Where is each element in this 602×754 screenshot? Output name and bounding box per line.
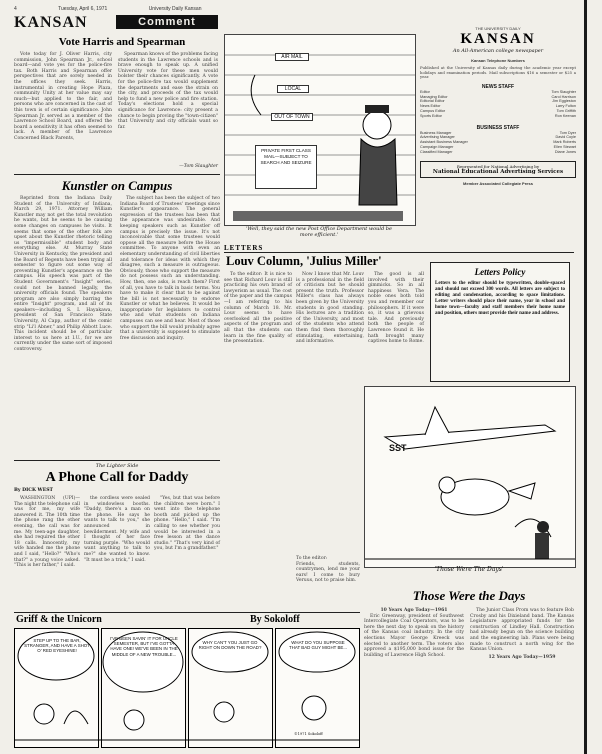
letters-policy-title: Letters Policy bbox=[474, 267, 526, 277]
cartoon-caption bbox=[224, 226, 414, 238]
phone-col-1 bbox=[14, 496, 80, 606]
phone-col-2 bbox=[84, 496, 150, 606]
twtd-col-2-text: The Junior Class Prom was to feature Bob Crosby and his Dixieland band. The Kansas Legislature appropriated funds for the construction of Lindley Hall. Construction had already begun on the science building and the engineering lab. Plans were being made to construct a north wing for the Kansas Union. bbox=[470, 608, 574, 653]
masthead-phone-line: Kansan Telephone Numbers bbox=[471, 58, 525, 63]
national-rep-line-1: Represented for National Advertising by bbox=[456, 163, 540, 169]
to-editor-block bbox=[296, 556, 360, 584]
news-staff-title: Managing Editor bbox=[420, 94, 448, 99]
sign-out-of-town: OUT OF TOWN bbox=[271, 113, 313, 121]
masthead-title: KANSAN bbox=[460, 31, 536, 47]
phone-col-3-text: "Yes, but that was before the children were born." I went into the telephone booth and picked up the phone. "Hello," I said. "I'm calling to see whether you would be interested in a free lesson at the dance studio." "That's very kind of you, but I'm a grandfather." bbox=[154, 496, 220, 552]
business-staff-head: BUSINESS STAFF bbox=[476, 124, 520, 131]
balloon-3: WHY CAN'T YOU JUST GO RIGHT ON DOWN THE ROAD? bbox=[198, 640, 262, 651]
news-staff-person: Ron Keenan bbox=[554, 113, 576, 118]
louv-col-2-text: Now I know that Mr. Louv is a professional in the field of criticism but he should present the truth. Professor Miller's class has always been given by the University students in good standing. His lectures are a tradition of the University, and most of the students who attend them find them thoroughly stimulating, entertaining, and informative. bbox=[296, 272, 364, 345]
comic-copyright: ©1971 Sokoloff bbox=[294, 732, 323, 736]
twtd-col-2 bbox=[470, 608, 574, 748]
cartoon-caption-line-2: more efficient.' bbox=[299, 232, 339, 238]
phone-byline: By DICK WEST bbox=[14, 488, 53, 493]
masthead-tagline: THE UNIVERSITY DAILY bbox=[475, 26, 521, 31]
vote-col-2 bbox=[118, 52, 218, 162]
comic-strip bbox=[14, 628, 360, 748]
vote-signature: —Tom Slaughter bbox=[179, 164, 218, 169]
sst-cartoon bbox=[364, 386, 576, 568]
running-head bbox=[14, 6, 574, 12]
phone-col-2-text: the cordless were sealed in windowless booths. "Daddy, there's a man on the phone. He says he wants to talk to you," she announced in bewilderment. My wife and I thought of her face turning purple. "Who would want anything to talk to me?" she wanted to know. "It must be a trick," I said. bbox=[84, 496, 150, 563]
business-staff-list bbox=[420, 131, 576, 155]
twtd-head-12: 12 Years Ago Today—1959 bbox=[488, 654, 556, 660]
letters-label: LETTERS bbox=[224, 244, 264, 252]
vote-col-2-text: Spearman knows of the problems facing students in the Lawrence schools and is brave enough to speak up. A unified University vote for these men would bolster their chances significantly. A vote for the police-fire tax would supplement the departments and ease the strain on the city, and proceeds of the tax would help to fund a new police and fire station. Today's elections hold a special significance for Lawrence: city present a chance to begin proving the "town-citizen" that University and city officials want so far. bbox=[118, 52, 219, 130]
letters-policy-box bbox=[430, 262, 570, 382]
sign-private-mail: PRIVATE FIRST CLASS MAIL—SUBJECT TO SEARCH AND SEIZURE bbox=[255, 145, 317, 189]
business-staff-title: Advertising Manager bbox=[420, 135, 455, 140]
post-office-cartoon bbox=[224, 34, 416, 226]
business-staff-title: Campaign Manager bbox=[420, 144, 454, 149]
sst-label: SST bbox=[389, 443, 407, 453]
news-staff-title: Editor bbox=[420, 89, 430, 94]
business-staff-person: Diane Jones bbox=[554, 149, 576, 154]
louv-col-3 bbox=[368, 272, 424, 382]
vote-col-1-text: Vote today for J. Oliver Harris, city commission, John Spearman Jr., school board—and vote yes for the police-fire tax. Both Harris and Spearman offer perspectives that are sorely needed in the offices they seek. Harris, instrumental in creating Hope Plaza, community Unity at her value may say much—but applied to the fair, and persons who are concerned in the cast of this town is of certain significance. John Spearman Jr. served as a member of the Lawrence School Board, and offered the board a sensitivity it has often seemed to lack. A member of the Lawrence Concerned Black Parents, bbox=[14, 52, 112, 141]
sign-air-mail: AIR MAIL bbox=[275, 53, 309, 61]
to-editor-text: Friends, students, countrymen, lend me your ears! I come to bury Veruus, not to praise him. bbox=[296, 561, 360, 584]
news-staff-title: Sports Editor bbox=[420, 113, 442, 118]
member-acp: Member Associated Collegiate Press bbox=[463, 180, 533, 186]
business-staff-title: Business Manager bbox=[420, 130, 452, 135]
cartoon-drawing bbox=[225, 35, 415, 225]
phone-col-3 bbox=[154, 496, 220, 606]
cartoon-caption-line-1: 'Well, they said the new Post Office Department would be bbox=[246, 226, 392, 232]
phone-kicker: The Lighter Side bbox=[95, 463, 139, 469]
comic-title: Griff & the Unicorn bbox=[16, 614, 102, 625]
news-staff-person: Larry Fulton bbox=[555, 104, 576, 109]
business-staff-person: David Coyle bbox=[555, 135, 576, 140]
news-staff-title: News Editor bbox=[420, 104, 441, 109]
news-staff-person: Jim Eggleston bbox=[552, 99, 576, 104]
news-staff-title: Editorial Editor bbox=[420, 99, 445, 104]
news-staff-head: NEWS STAFF bbox=[481, 83, 515, 90]
page-date: Tuesday, April 6, 1971 bbox=[58, 6, 108, 12]
news-staff-row bbox=[420, 114, 576, 119]
louv-headline: Louv Column, 'Julius Miller' bbox=[226, 254, 382, 268]
national-rep-line-2: National Educational Advertising Services bbox=[432, 168, 564, 175]
business-staff-person: Ellen Stewart bbox=[553, 144, 576, 149]
twtd-title: Those Were the Days bbox=[412, 588, 526, 603]
twtd-head-10: 10 Years Ago Today—1961 bbox=[380, 608, 448, 613]
news-staff-person: Tom Slaughter bbox=[551, 89, 576, 94]
kunstler-col-1-text: Reprinted from the Indiana Daily Student of the University of Indiana, March 29, 1971. Attorney William Kunstler may not get the total revolution he wants, but he seems to be causing some changes on campuses he visits. It seems that some of the other folk are upset about the Kunstler rhetoric telling us "impermissible" student body and everything else. At Murray State University in Kentucky, the president and the Board of Regents have been trying all semester to figure out some way of preventing Kunstler's appearance on the campus. His speech was part of the Student Government's "Insight" series, could not be banned legally, the university officials found. The speakers program are also simply barring the entire "Insight" program, and all of its speakers—including S. I. Hayakawa, president of San Francisco State University, Al Capp, author of the comic strip "Li'l Abner," and Philip Abbott Luce. This incident should be of particular interest to us here at I.U., for we are currently under the same sort of imposed controversy. bbox=[14, 196, 112, 353]
business-staff-title: Assistant Business Manager bbox=[420, 140, 468, 145]
balloon-2: I'VE BEEN SAVIN' IT FOR UNCLE SEMESTER, BUT I'VE GOTTA HAVE ONE! WE'VE BEEN IN THE MIDDLE OF A NEW TROUBLE... bbox=[110, 636, 178, 657]
news-staff-list bbox=[420, 90, 576, 119]
phone-headline: A Phone Call for Daddy bbox=[45, 470, 189, 485]
to-editor-salutation: To the editor: bbox=[296, 556, 328, 561]
louv-col-1-text: To the editor: It is nice to see that Richard Louv is still practicing his own brand of lawyerism as usual. The cost of the paper and the campus—I am referring to his column of March 18. Mr. Louv seems to have overlooked all the positive aspects of the program and all that the students can learn in the fine quality of the presentation. bbox=[224, 272, 292, 345]
kansan-wordmark: KANSAN bbox=[14, 14, 88, 31]
balloon-1: STEP UP TO THE BAR, STRANGER, AND HAVE A SHOT O' RED EYESHINE! bbox=[24, 638, 90, 654]
phone-col-1-text: WASHINGTON (UPI)—The night the telephone call was for me, my wife answered it. The 10th time the phone rang the other evening, the call was for me. My teen-age daughter, she had required the other 18 calls. Innocently, my wife handed me the phone and I said, "Hello?" "Who's that?" a young voice asked. "This is her father," I said. bbox=[14, 496, 80, 569]
comment-wordmark: Comment bbox=[116, 15, 218, 29]
business-staff-row bbox=[420, 150, 576, 155]
kunstler-headline: Kunstler on Campus bbox=[61, 178, 173, 193]
page-number: 4 bbox=[14, 6, 17, 12]
news-staff-title: Campus Editor bbox=[420, 108, 446, 113]
business-staff-person: Tom Dyer bbox=[559, 130, 576, 135]
kunstler-col-2 bbox=[120, 196, 220, 456]
twtd-col-1 bbox=[364, 608, 464, 748]
sign-local: LOCAL bbox=[277, 85, 309, 93]
vote-col-1 bbox=[14, 52, 112, 170]
paper-name: University Daily Kansan bbox=[148, 6, 202, 12]
louv-col-1 bbox=[224, 272, 292, 552]
adjacent-page-edge bbox=[584, 0, 602, 754]
news-staff-person: Carol Harrison bbox=[551, 94, 576, 99]
business-staff-person: Mark Roberts bbox=[553, 140, 576, 145]
vote-headline: Vote Harris and Spearman bbox=[58, 36, 186, 48]
masthead-intro: Published at the University of Kansas daily during the academic year except holidays and examination periods. Mail subscriptions $16 a semester or $25 a year. bbox=[420, 65, 576, 80]
kunstler-col-2-text: The subject has been the subject of two Indiana Board of Trustees' meetings since Kunstler's appearance. The general expression of the trustees has been that the appearance was undesirable. And keeping speakers such as Kunstler off campus is precisely the issue. It's not inconceivable that some trustees would oppose all the measure before the House committee. To anyone with even an elementary understanding of civil liberties and tolerance for ideas with which they disagree, such a measure is outrageous. Obviously, those who support the measure do not possess such an understanding. How, then, one asks, is reach them? First of all, you have to talk in basic terms. You have to make it clear that to be against the bill is not necessarily to endorse Kunstler or what he believes. It would be inappropriate for legislators to control who and what students on Indiana campuses can see and hear. Most of those who support the bill would probably agree that a university is supposed to stimulate free discussion and inquiry. bbox=[120, 196, 220, 341]
kansan-comment-banner bbox=[14, 14, 220, 31]
masthead-subtitle: An All-American college newspaper bbox=[452, 48, 544, 54]
balloon-4: WHAT DO YOU SUPPOSE THAT BAD GUY MIGHT BE... bbox=[289, 640, 347, 651]
letters-policy-text: Letters to the editor should be typewritten, double-spaced and should not exceed 300 words. All letters are subject to editing and condensation, according to space limitations. Letter writers should place their name, year in school and home town—faculty and staff members their home name and position, others must provide their name and address. bbox=[435, 281, 565, 316]
comic-byline: By Sokoloff bbox=[250, 614, 300, 625]
louv-col-3-text: The good is all involved with their gimmicks. So in all happiness Vera. The noble ones both told you and remember our philosophers. If it were so, it was a grievous tale. And previously both the people of Lawrence found it. He hath brought many captives home to Rome. bbox=[368, 272, 424, 345]
louv-col-2 bbox=[296, 272, 364, 552]
kunstler-col-1 bbox=[14, 196, 112, 456]
sst-caption: 'Those Were The Days' bbox=[434, 566, 504, 573]
business-staff-title: Classified Manager bbox=[420, 149, 453, 154]
news-staff-person: Tom Griffith bbox=[556, 108, 576, 113]
twtd-col-1-text: Eric Greenway, president of Southwest Intercollegiate Coal Operators, was to be here the next day to speak on the history of the Kansas coal industry. In the city elections Mayor George Kreeck was elected to another term. The voters also approved a $195,000 bond issue for the building of Lawrence High School. bbox=[364, 613, 464, 658]
masthead bbox=[420, 26, 576, 186]
sst-cartoon-drawing bbox=[365, 387, 575, 567]
national-rep-box bbox=[420, 161, 576, 178]
